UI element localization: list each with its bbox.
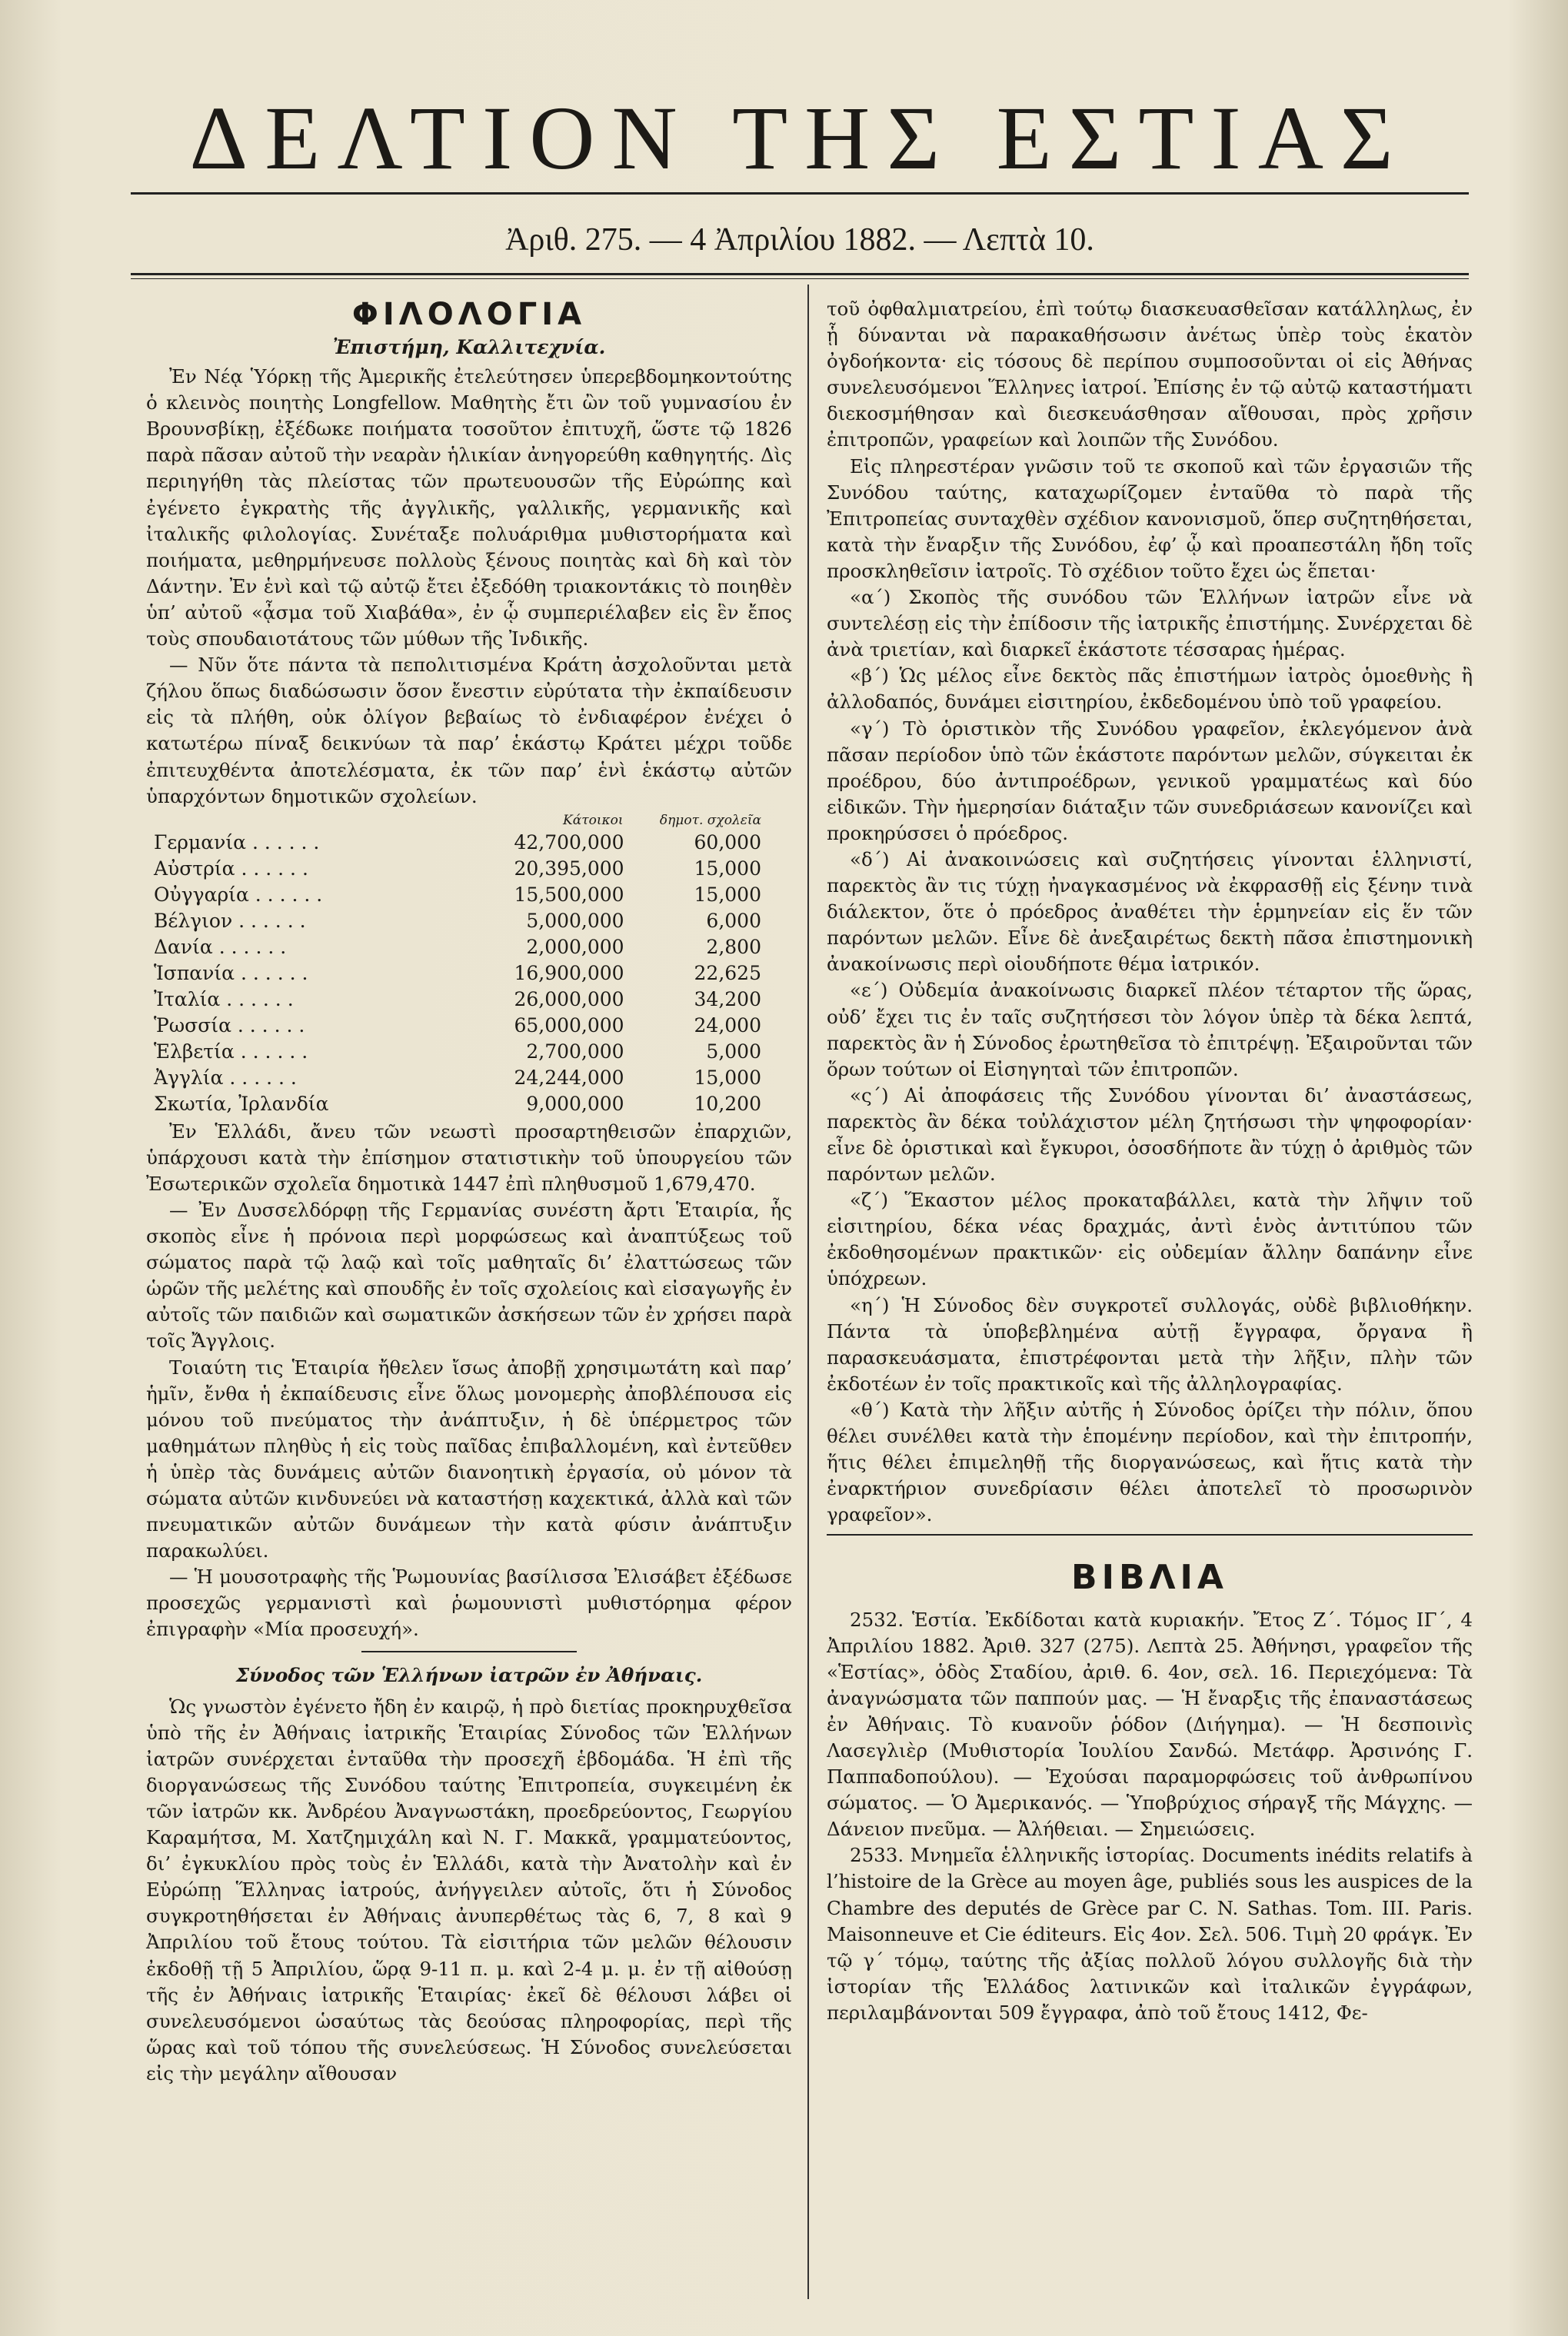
schools: 5,000	[706, 1040, 761, 1063]
table-row	[146, 1065, 792, 1091]
schools: 10,200	[694, 1092, 761, 1115]
table-row	[146, 934, 792, 960]
table-row	[146, 856, 792, 882]
article-greece-schools: Ἐν Ἑλλάδι, ἄνευ τῶν νεωστὶ προσαρτηθεισῶν ἐπαρχιῶν, ὑπάρχουσι κατὰ τὴν ἐπίσημον στατιστικὴν τοῦ ὑπουργείου τῶν Ἐσωτερικῶν σχολεῖα δημοτικὰ 1447 ἐπὶ πληθυσμοῦ 1,679,470.	[146, 1120, 792, 1195]
population: 16,900,000	[514, 961, 624, 984]
regulation-article-c: «γ΄) Τὸ ὁριστικὸν τῆς Συνόδου γραφεῖον, ἐκλεγόμενον ἀνὰ πᾶσαν περίοδον ὑπὸ τῶν ἑκάστοτε παρόντων μελῶν, σύγκειται ἐκ προέδρου, δύο ἀντιπροέδρων, γενικοῦ γραμματέως καὶ δύο εἰδικῶν. Τὴν ἡμερησίαν διάταξιν τῶν συνεδριάσεων κανονίζει καὶ προκηρύσσει ὁ πρόεδρος.	[827, 717, 1473, 844]
article-title-synodos: Σύνοδος τῶν Ἑλλήνων ἰατρῶν ἐν Ἀθήναις.	[235, 1663, 703, 1686]
schools: 22,625	[694, 961, 761, 984]
regulation-article-th: «θ΄) Κατὰ τὴν λῆξιν αὐτῆς ἡ Σύνοδος ὁρίζει τὴν πόλιν, ὅπου θέλει συνέλθει κατὰ τὴν ἑπομένην περίοδον, καὶ τὴν ἐπιτροπήν, ἥτις θέλει ἐπιμεληθῇ τῆς διοργανώσεως, καὶ ἥτις κατὰ τὴν ἐναρκτήριον συνεδρίασιν θέλει ἀποτελεῖ τὸ προσωρινὸν γραφεῖον».	[827, 1398, 1473, 1526]
table-row	[146, 987, 792, 1013]
country-name: Δανία . . . . . .	[154, 935, 287, 958]
schools: 15,000	[694, 857, 761, 880]
article-longfellow: Ἐν Νέᾳ Ὑόρκῃ τῆς Ἀμερικῆς ἐτελεύτησεν ὑπερεβδομηκοντούτης ὁ κλεινὸς ποιητὴς Longfellow. Μαθητὴς ἔτι ὢν τοῦ γυμνασίου ἐν Βρουνσβίκῃ, ἐξέδωκε ποιήματα τοσοῦτον ἐπιτυχῆ, ὥστε τῷ 1826 παρὰ πᾶσαν αὐτοῦ τὴν νεαρὰν ἡλικίαν ἀνηγορεύθη καθηγητής. Δὶς περιηγήθη τὰς πλείστας τῶν πρωτευουσῶν τῆς Εὐρώπης καὶ ἐγένετο ἐγκρατὴς τῆς ἀγγλικῆς, γαλλικῆς, γερμανικῆς καὶ ἰταλικῆς φιλολογίας. Συνέταξε πολυάριθμα μυθιστορήματα καὶ ποιήματα, μεθηρμήνευσε πολλοὺς ξένους ποιητὰς καὶ δὴ καὶ τὸν Δάντην. Ἐν ἑνὶ καὶ τῷ αὐτῷ ἔτει ἐξεδόθη τριακοντάκις τὸ ποιηθὲν ὑπ’ αὐτοῦ «ᾆσμα τοῦ Χιαβάθα», ἐν ᾧ συμπεριέλαβεν εἰς ἓν ἔπος τοὺς σπουδαιοτάτους τῶν μύθων τῆς Ἰνδικῆς.	[146, 365, 792, 651]
population: 9,000,000	[526, 1092, 624, 1115]
schools: 6,000	[706, 909, 761, 932]
table-row	[146, 882, 792, 908]
schools: 60,000	[694, 830, 761, 854]
right-column	[827, 296, 1473, 2026]
country-name: Ἰταλία . . . . . .	[154, 987, 294, 1010]
population: 24,244,000	[514, 1066, 624, 1089]
book-entry-2533: 2533. Μνημεῖα ἑλληνικῆς ἱστορίας. Documents inédits relatifs à l’histoire de la Grèce au moyen âge, publiés sous les auspices de la Chambre des deputés de Grèce par C. N. Sathas. Tom. III. Paris. Maisonneuve et Cie éditeurs. Εἰς 4ον. Σελ. 506. Τιμὴ 20 φράγκ. Ἐν τῷ γ΄ τόμῳ, ταύτης τῆς ἀξίας πολλοῦ λόγου συλλογῆς διὰ τὴν ἱστορίαν τῆς Ἑλλάδος λατινικῶν καὶ ἰταλικῶν ἐγγράφων, περιλαμβάνονται 509 ἔγγραφα, ἀπὸ τοῦ ἔτους 1412, Φε-	[827, 1844, 1473, 2024]
table-row	[146, 1039, 792, 1065]
regulation-article-z: «ζ΄) Ἕκαστον μέλος προκαταβάλλει, κατὰ τὴν λῆψιν τοῦ εἰσιτηρίου, δέκα νέας δραχμάς, ἀντὶ ἑνὸς ἀντιτύπου τῶν ἐκδοθησομένων πρακτικῶν· εἰς οὐδεμίαν ἄλλην δαπάνην εἶνε ὑπόχρεων.	[827, 1189, 1473, 1290]
book-entry-2532: 2532. Ἑστία. Ἐκδίδοται κατὰ κυριακήν. Ἔτος Ζ΄. Τόμος ΙΓ΄, 4 Ἀπριλίου 1882. Ἀριθ. 327 (275). Λεπτὰ 25. Ἀθήνησι, γραφεῖον τῆς «Ἑστίας», ὁδὸς Σταδίου, ἀριθ. 6. 4ον, σελ. 16. Περιεχόμενα: Τὰ ἀναγνώσματα τῶν παππούν μας. — Ἡ ἔναρξις τῆς ἐπαναστάσεως ἐν Ἀθήναις. Τὸ κυανοῦν ῥόδον (Διήγημα). — Ἡ δεσποινὶς Λασεγλιὲρ (Μυθιστορία Ἰουλίου Σανδώ. Μετάφρ. Ἀρσινόης Γ. Παππαδοπούλου). — Ἐχούσαι παραμορφώσεις τοῦ ἀνθρωπίνου σώματος. — Ὁ Ἀμερικανός. — Ὑποβρύχιος σήραγξ τῆς Μάγχης. — Δάνειον πνεῦμα. — Ἀλήθειαι. — Σημειώσεις.	[827, 1608, 1473, 1841]
article-society-commentary: Τοιαύτη τις Ἑταιρία ἤθελεν ἴσως ἀποβῇ χρησιμωτάτη καὶ παρ’ ἡμῖν, ἔνθα ἡ ἐκπαίδευσις εἶνε ὅλως μονομερὴς ἀποβλέπουσα εἰς μόνου τοῦ πνεύματος τὴν ἀνάπτυξιν, ἡ δὲ ὑπέρμετρος τῶν μαθημάτων πληθὺς ἡ εἰς τοὺς παῖδας ἐπιβαλλομένη, καὶ ἐντεῦθεν ἡ ὑπὲρ τὰς δυνάμεις αὐτῶν διανοητικὴ ἐργασία, οὐ μόνον τὰ σώματα αὐτῶν κινδυνεύει νὰ καταστήσῃ καχεκτικά, ἀλλὰ καὶ τῶν πνευματικῶν αὐτῶν δυνάμεων τὴν κατὰ φύσιν ἀνάπτυξιν παρακωλύει.	[146, 1356, 792, 1562]
header-schools: δημοτ. σχολεῖα	[659, 812, 761, 828]
country-name: Ῥωσσία . . . . . .	[154, 1013, 305, 1037]
regulation-article-a: «α΄) Σκοπὸς τῆς συνόδου τῶν Ἑλλήνων ἰατρῶν εἶνε νὰ συντελέσῃ εἰς τὴν ἐπίδοσιν τῆς ἰατρικῆς ἐπιστήμης. Συνέρχεται δὲ ἀνὰ τριετίαν, καὶ διαρκεῖ ἑκάστοτε τέσσαρας ἡμέρας.	[827, 586, 1473, 661]
table-row	[146, 1013, 792, 1039]
country-name: Αὐστρία . . . . . .	[154, 857, 308, 880]
regulation-article-st: «ς΄) Αἱ ἀποφάσεις τῆς Συνόδου γίνονται δι’ ἀναστάσεως, παρεκτὸς ἂν δέκα τοὐλάχιστον μέλη ζητήσωσι τὴν ψηφοφορίαν· εἶνε δὲ ὁριστικαὶ καὶ ἔγκυροι, ὁσοσδήποτε ἂν τύχῃ ὁ ἀριθμὸς τῶν παρόντων μελῶν.	[827, 1083, 1473, 1186]
schools: 34,200	[694, 987, 761, 1010]
country-name: Ἱσπανία . . . . . .	[154, 961, 308, 984]
schools: 15,000	[694, 883, 761, 906]
header-rule-top	[131, 273, 1469, 275]
left-column	[146, 296, 792, 2087]
population: 2,000,000	[526, 935, 624, 958]
masthead-rule	[131, 192, 1469, 195]
article-queen-elisabeth: — Ἡ μουσοτραφὴς τῆς Ῥωμουνίας βασίλισσα Ἐλισάβετ ἐξέδωσε προσεχῶς γερμανιστὶ καὶ ῥωμουνιστὶ μυθιστόρημα φέρον ἐπιγραφὴν «Μία προσευχή».	[146, 1566, 792, 1641]
regulation-article-h: «η΄) Ἡ Σύνοδος δὲν συγκροτεῖ συλλογάς, οὐδὲ βιβλιοθήκην. Πάντα τὰ ὑποβεβλημένα αὐτῇ ἔγγραφα, ὄργανα ἢ παρασκευάσματα, ἐπιστρέφονται μετὰ τὴν λῆξιν, πλὴν τῶν ἐκδοτέων ἐν τοῖς πρακτικοῖς καὶ τῆς ἀλληλογραφίας.	[827, 1293, 1473, 1395]
article-dusseldorf-society: — Ἐν Δυσσελδόρφῃ τῆς Γερμανίας συνέστη ἄρτι Ἑταιρία, ἧς σκοπὸς εἶνε ἡ πρόνοια περὶ μορφώσεως καὶ ἀναπτύξεως τοῦ σώματος παρὰ τῷ λαῷ καὶ τοῖς μαθηταῖς δι’ ἐλαττώσεως τῶν ὡρῶν τῆς μελέτης καὶ σπουδῆς ἐν τοῖς σχολείοις καὶ εἰσαγωγῆς ἐν αὐτοῖς τῶν παιδιῶν καὶ σωματικῶν ἀσκήσεων τῶν ἐν χρήσει παρὰ τοῖς Ἄγγλοις.	[146, 1198, 792, 1353]
issue-line: Ἀριθ. 275. — 4 Ἀπριλίου 1882. — Λεπτὰ 10.	[505, 222, 1094, 258]
population: 2,700,000	[526, 1040, 624, 1063]
header-population: Κάτοικοι	[563, 812, 624, 828]
country-name: Ἑλβετία . . . . . .	[154, 1040, 308, 1063]
section-rule	[827, 1534, 1473, 1536]
article-regulation-intro: Εἰς πληρεστέραν γνῶσιν τοῦ τε σκοποῦ καὶ τῶν ἐργασιῶν τῆς Συνόδου ταύτης, καταχωρίζομεν ἐνταῦθα τὸ παρὰ τῆς Ἐπιτροπείας συνταχθὲν σχέδιον κανονισμοῦ, ὅπερ συζητηθήσεται, κατὰ τὴν ἔναρξιν τῆς Συνόδου, ἐφ’ ᾧ καὶ προαπεστάλη ἤδη τοῖς προσκληθεῖσιν ἰατροῖς. Τὸ σχέδιον τοῦτο ἔχει ὡς ἕπεται·	[827, 454, 1473, 582]
country-name: Γερμανία . . . . . .	[154, 830, 320, 854]
regulation-article-e: «ε΄) Οὐδεμία ἀνακοίνωσις διαρκεῖ πλέον τέταρτον τῆς ὥρας, οὐδ’ ἔχει τις ἐν ταῖς συζητήσεσι τὸν λόγον ὑπὲρ τὰ δέκα λεπτά, παρεκτὸς ἂν ἡ Σύνοδος ἐρωτηθεῖσα τὸ ἐπιτρέψῃ. Ἐξαιροῦνται τῶν ὅρων τούτων οἱ Εἰσηγηταὶ τῶν ἐπιτροπῶν.	[827, 979, 1473, 1080]
column-divider	[807, 285, 809, 2299]
section-subtitle: Ἐπιστήμη, Καλλιτεχνία.	[332, 336, 606, 358]
table-row	[146, 908, 792, 934]
masthead	[131, 85, 1469, 192]
regulation-article-b: «β΄) Ὡς μέλος εἶνε δεκτὸς πᾶς ἐπιστήμων ἰατρὸς ὁμοεθνὴς ἢ ἀλλοδαπός, δυνάμει εἰσιτηρίου, ἐκδεδομένου ὑπὸ τοῦ γραφείου.	[827, 664, 1473, 714]
population: 26,000,000	[514, 987, 624, 1010]
article-synodos-continued: τοῦ ὀφθαλμιατρείου, ἐπὶ τούτῳ διασκευασθεῖσαν κατάλληλως, ἐν ᾗ δύνανται νὰ παρακαθήσωσιν ἀνέτως ὑπὲρ τοὺς ἑκατὸν ὀγδοήκοντα· εἰς τόσους δὲ περίπου συμποσοῦνται οἱ εἰς Ἀθήνας συνελευσόμενοι Ἕλληνες ἰατροί. Ἐπίσης ἐν τῷ αὐτῷ καταστήματι διεκοσμήθησαν καὶ διεσκευάσθησαν αἴθουσαι, πρὸς χρῆσιν ἐπιτροπῶν, γραφείων καὶ λοιπῶν τῆς Συνόδου.	[827, 298, 1473, 451]
table-row	[146, 830, 792, 856]
schools: 2,800	[706, 935, 761, 958]
article-separator	[361, 1651, 577, 1652]
schools: 24,000	[694, 1013, 761, 1037]
table-row	[146, 1091, 792, 1117]
header-rule-bottom	[131, 278, 1469, 279]
population: 42,700,000	[514, 830, 624, 854]
schools-table	[146, 811, 792, 1117]
country-name: Βέλγιον . . . . . .	[154, 909, 306, 932]
regulation-article-d: «δ΄) Αἱ ἀνακοινώσεις καὶ συζητήσεις γίνονται ἑλληνιστί, παρεκτὸς ἂν τις τύχῃ ἠναγκασμένος νὰ ἐκφρασθῇ εἰς ξένην τινὰ διάλεκτον, ὅτε ὁ πρόεδρος ἀναθέτει τὴν ἑρμηνείαν εἰς ἕν τῶν παρόντων μελῶν. Εἶνε δὲ ἀνεξαιρέτως δεκτὴ πᾶσα ἐπιστημονικὴ ἀνακοίνωσις περὶ οἱουδήποτε θέμα ἰατρικόν.	[827, 847, 1473, 976]
article-education-intro: — Νῦν ὅτε πάντα τὰ πεπολιτισμένα Κράτη ἀσχολοῦνται μετὰ ζήλου ὅπως διαδώσωσιν ὅσον ἔνεστιν εὐρύτατα τὴν ἐκπαίδευσιν εἰς τὰ πλήθη, οὐκ ὀλίγον βεβαίως τὸ ἐνδιαφέρον ἐνέχει ὁ κατωτέρω πίναξ δεικνύων τὰ παρ’ ἑκάστῳ Κράτει μέχρι τοῦδε ἐπιτευχθέντα ἀποτελέσματα, ἐκ τῶν παρ’ ἑνὶ ἑκάστῳ αὐτῶν ὑπαρχόντων δημοτικῶν σχολείων.	[146, 654, 792, 807]
population: 65,000,000	[514, 1013, 624, 1037]
newspaper-title: ΔΕΛΤΙΟΝ ΤΗΣ ΕΣΤΙΑΣ	[189, 88, 1410, 188]
section-title-philologia: ΦΙΛΟΛΟΓΙΑ	[351, 297, 587, 332]
article-synodos-body: Ὡς γνωστὸν ἐγένετο ἤδη ἐν καιρῷ, ἡ πρὸ διετίας προκηρυχθεῖσα ὑπὸ τῆς ἐν Ἀθήναις ἰατρικῆς Ἑταιρίας Σύνοδος τῶν Ἑλλήνων ἰατρῶν συνέρχεται ἐνταῦθα τὴν προσεχῆ ἑβδομάδα. Ἡ ἐπὶ τῆς διοργανώσεως τῆς Συνόδου ταύτης Ἐπιτροπεία, συγκειμένη ἐκ τῶν ἰατρῶν κκ. Ἀνδρέου Ἀναγνωστάκη, προεδρεύοντος, Γεωργίου Καραμήτσα, Μ. Χατζημιχάλη καὶ Ν. Γ. Μακκᾶ, γραμματεύοντος, δι’ ἐγκυκλίου πρὸς τοὺς ἐν Ἑλλάδι, κατὰ τὴν Ἀνατολὴν καὶ ἐν Εὐρώπῃ Ἕλληνας ἰατρούς, ἀνήγγειλεν αὐτοῖς, ὅτι ἡ Σύνοδος συγκροτηθήσεται ἐν Ἀθήναις ἀνυπερθέτως τὰς 6, 7, 8 καὶ 9 Ἀπριλίου τοῦ ἔτους τούτου. Τὰ εἰσιτήρια τῶν μελῶν θέλουσιν ἐκδοθῇ τῇ 5 Ἀπριλίου, ὥρᾳ 9-11 π. μ. καὶ 2-4 μ. μ. ἐν τῇ αἰθούσῃ τῆς ἐν Ἀθήναις ἰατρικῆς Ἑταιρίας· ἐκεῖ δὲ θέλουσι λάβει οἱ συνελευσόμενοι ὡσαύτως τὰς δεούσας πληροφορίας, περὶ τῆς ὥρας καὶ τοῦ τόπου τῆς συνελεύσεως. Ἡ Σύνοδος συνελεύσεται εἰς τὴν μεγάλην αἴθουσαν	[146, 1695, 792, 2085]
schools-table-header	[146, 811, 792, 830]
section-title-biblia: ΒΙΒΛΙΑ	[1071, 1558, 1228, 1598]
country-name: Σκωτία, Ἰρλανδία	[154, 1092, 329, 1115]
population: 15,500,000	[514, 883, 624, 906]
country-name: Ἀγγλία . . . . . .	[154, 1066, 297, 1089]
population: 20,395,000	[514, 857, 624, 880]
country-name: Οὐγγαρία . . . . . .	[154, 883, 323, 906]
table-row	[146, 960, 792, 987]
schools: 15,000	[694, 1066, 761, 1089]
population: 5,000,000	[526, 909, 624, 932]
